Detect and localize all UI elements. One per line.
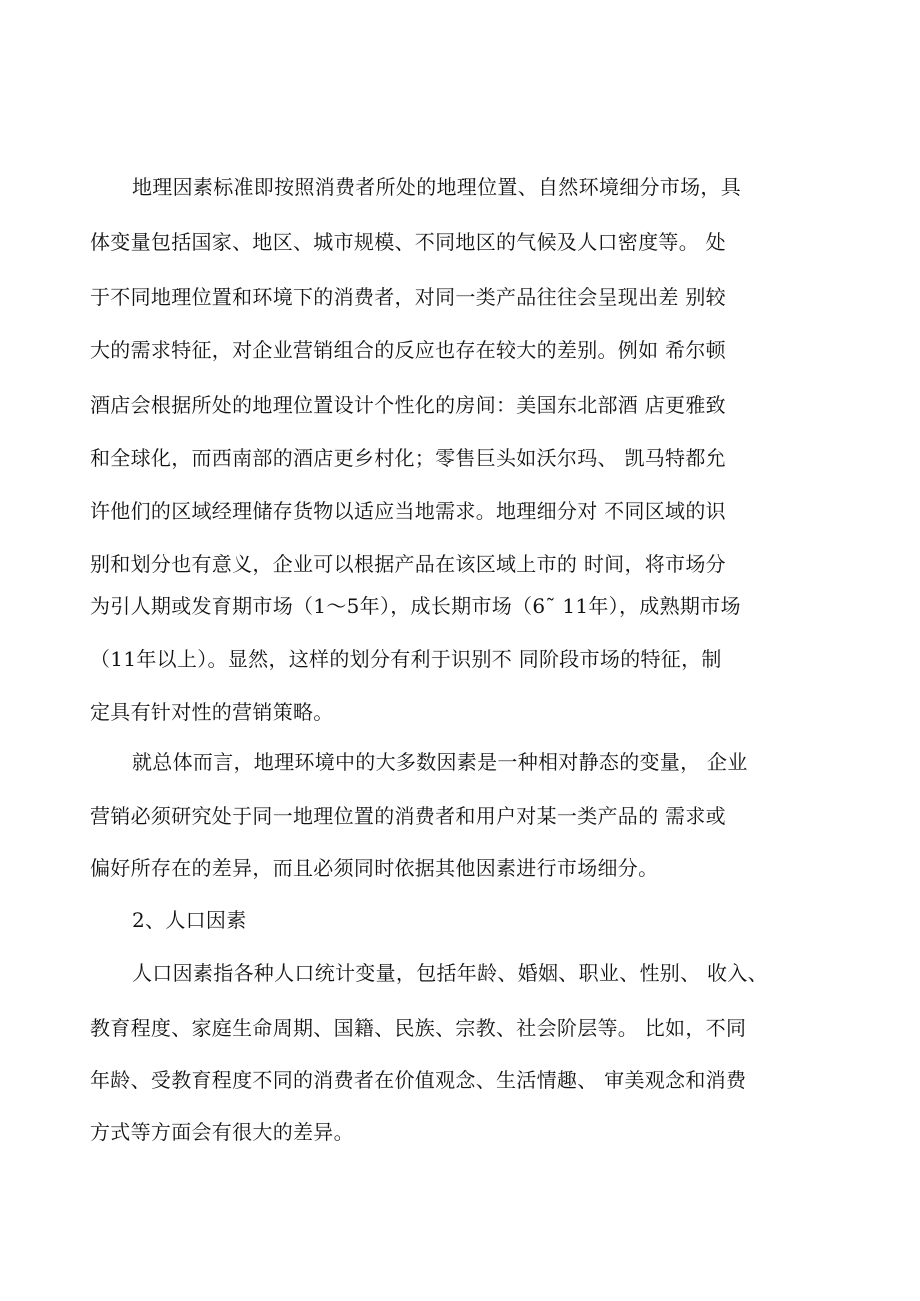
paragraph-1-line-5: 酒店会根据所处的地理位置设计个性化的房间：美国东北部酒 店更雅致 (90, 393, 726, 417)
paragraph-1-line-9: 为引人期或发育期市场（1～5年），成长期市场（6˜ 11年），成熟期市场 (90, 594, 741, 618)
paragraph-1-line-7: 许他们的区域经理储存货物以适应当地需求。地理细分对 不同区域的识 (90, 499, 726, 523)
paragraph-2-line-1: 就总体而言，地理环境中的大多数因素是一种相对静态的变量， 企业 (132, 750, 748, 774)
paragraph-1-line-2: 体变量包括国家、地区、城市规模、不同地区的气候及人口密度等。 处 (90, 230, 726, 254)
paragraph-1-line-4: 大的需求特征，对企业营销组合的反应也存在较大的差别。例如 希尔顿 (90, 338, 726, 362)
paragraph-3-line-2: 教育程度、家庭生命周期、国籍、民族、宗教、社会阶层等。 比如，不同 (90, 1016, 747, 1040)
paragraph-2-line-2: 营销必须研究处于同一地理位置的消费者和用户对某一类产品的 需求或 (90, 804, 726, 828)
paragraph-1-line-3: 于不同地理位置和环境下的消费者，对同一类产品往往会呈现出差 别较 (90, 285, 726, 309)
paragraph-1-line-11: 定具有针对性的营销策略。 (90, 700, 334, 724)
paragraph-1-line-6: 和全球化，而西南部的酒店更乡村化；零售巨头如沃尔玛、 凯马特都允 (90, 446, 726, 470)
paragraph-3-line-1: 人口因素指各种人口统计变量，包括年龄、婚姻、职业、性别、 收入、 (132, 961, 768, 985)
paragraph-3-line-3: 年龄、受教育程度不同的消费者在价值观念、生活情趣、 审美观念和消费 (90, 1068, 747, 1092)
paragraph-1-line-8: 别和划分也有意义，企业可以根据产品在该区域上市的 时间，将市场分 (90, 552, 726, 576)
paragraph-1-line-1: 地理因素标准即按照消费者所处的地理位置、自然环境细分市场，具 (132, 175, 741, 199)
paragraph-2-line-3: 偏好所存在的差异，而且必须同时依据其他因素进行市场细分。 (90, 856, 659, 880)
paragraph-3-line-4: 方式等方面会有很大的差异。 (90, 1120, 354, 1144)
paragraph-1-line-10: （11年以上）。显然，这样的划分有利于识别不 同阶段市场的特征，制 (90, 647, 722, 671)
section-heading-population: 2、人口因素 (132, 908, 247, 932)
